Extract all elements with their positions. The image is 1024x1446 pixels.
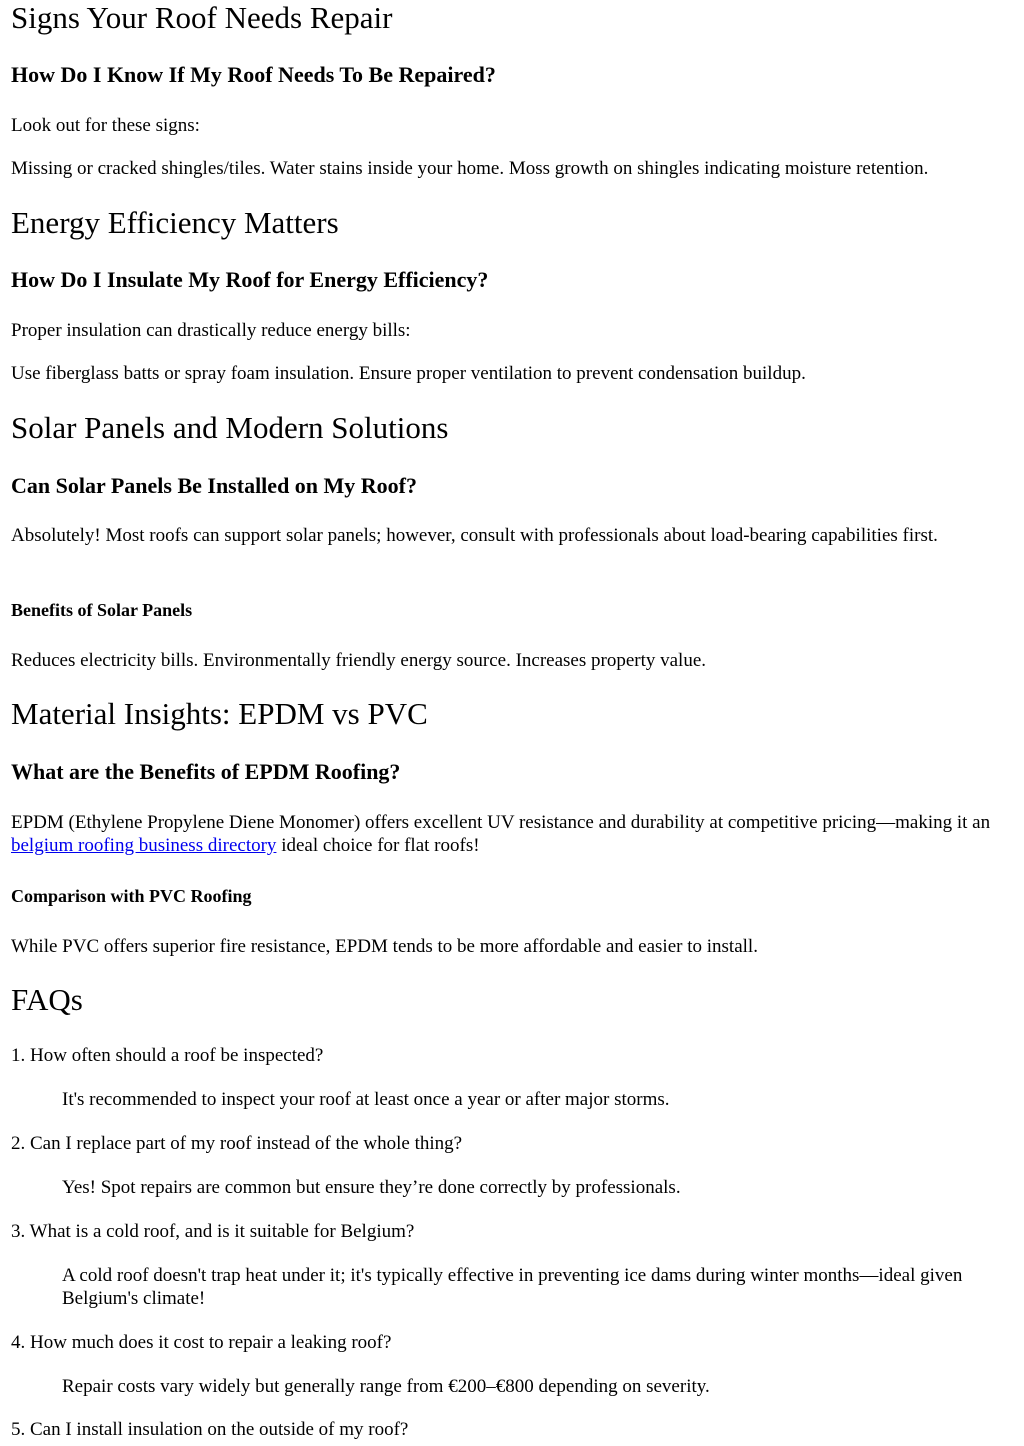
heading-faqs: FAQs bbox=[11, 982, 83, 1017]
paragraph-energy-intro: Proper insulation can drastically reduce energy bills: bbox=[11, 320, 411, 341]
faq-answer-1: It's recommended to inspect your roof at least once a year or after major storms. bbox=[62, 1089, 670, 1110]
paragraph-solar-body: Absolutely! Most roofs can support solar panels; however, consult with professionals about load-bearing capabilities first. bbox=[11, 525, 938, 546]
subheading-energy: How Do I Insulate My Roof for Energy Efficiency? bbox=[11, 267, 489, 292]
paragraph-signs-intro: Look out for these signs: bbox=[11, 115, 200, 136]
faq-question-4: 4. How much does it cost to repair a leaking roof? bbox=[11, 1332, 392, 1353]
subheading-comparison: Comparison with PVC Roofing bbox=[11, 886, 252, 906]
paragraph-material-body bbox=[11, 811, 1012, 857]
heading-solar: Solar Panels and Modern Solutions bbox=[11, 410, 449, 445]
faq-question-5: 5. Can I install insulation on the outside of my roof? bbox=[11, 1419, 409, 1440]
faq-answer-3: A cold roof doesn't trap heat under it; it's typically effective in preventing ice dams during winter months—ideal given Belgium's climate! bbox=[62, 1265, 963, 1309]
faq-question-3: 3. What is a cold roof, and is it suitable for Belgium? bbox=[11, 1221, 415, 1242]
faq-answer-2: Yes! Spot repairs are common but ensure they’re done correctly by professionals. bbox=[62, 1177, 681, 1198]
subheading-solar-benefits: Benefits of Solar Panels bbox=[11, 600, 193, 620]
heading-signs: Signs Your Roof Needs Repair bbox=[11, 0, 393, 35]
faq-question-1: 1. How often should a roof be inspected? bbox=[11, 1045, 324, 1066]
material-body-before-link: EPDM (Ethylene Propylene Diene Monomer) offers excellent UV resistance and durability at competitive pricing—making it an bbox=[11, 812, 991, 833]
subheading-solar: Can Solar Panels Be Installed on My Roof? bbox=[11, 473, 418, 498]
subheading-signs: How Do I Know If My Roof Needs To Be Repaired? bbox=[11, 62, 496, 87]
paragraph-comparison: While PVC offers superior fire resistance, EPDM tends to be more affordable and easier to install. bbox=[11, 936, 758, 957]
faq-question-2: 2. Can I replace part of my roof instead of the whole thing? bbox=[11, 1133, 463, 1154]
paragraph-energy-body: Use fiberglass batts or spray foam insulation. Ensure proper ventilation to prevent condensation buildup. bbox=[11, 363, 806, 384]
paragraph-signs-body: Missing or cracked shingles/tiles. Water stains inside your home. Moss growth on shingles indicating moisture retention. bbox=[11, 158, 929, 179]
directory-link[interactable]: belgium roofing business directory bbox=[11, 835, 277, 856]
faq-answer-4: Repair costs vary widely but generally range from €200–€800 depending on severity. bbox=[62, 1376, 710, 1397]
paragraph-solar-benefits: Reduces electricity bills. Environmentally friendly energy source. Increases property value. bbox=[11, 650, 707, 671]
heading-material: Material Insights: EPDM vs PVC bbox=[11, 696, 428, 731]
subheading-material: What are the Benefits of EPDM Roofing? bbox=[11, 759, 401, 784]
material-body-after-link: ideal choice for flat roofs! bbox=[276, 835, 480, 856]
heading-energy: Energy Efficiency Matters bbox=[11, 205, 339, 240]
